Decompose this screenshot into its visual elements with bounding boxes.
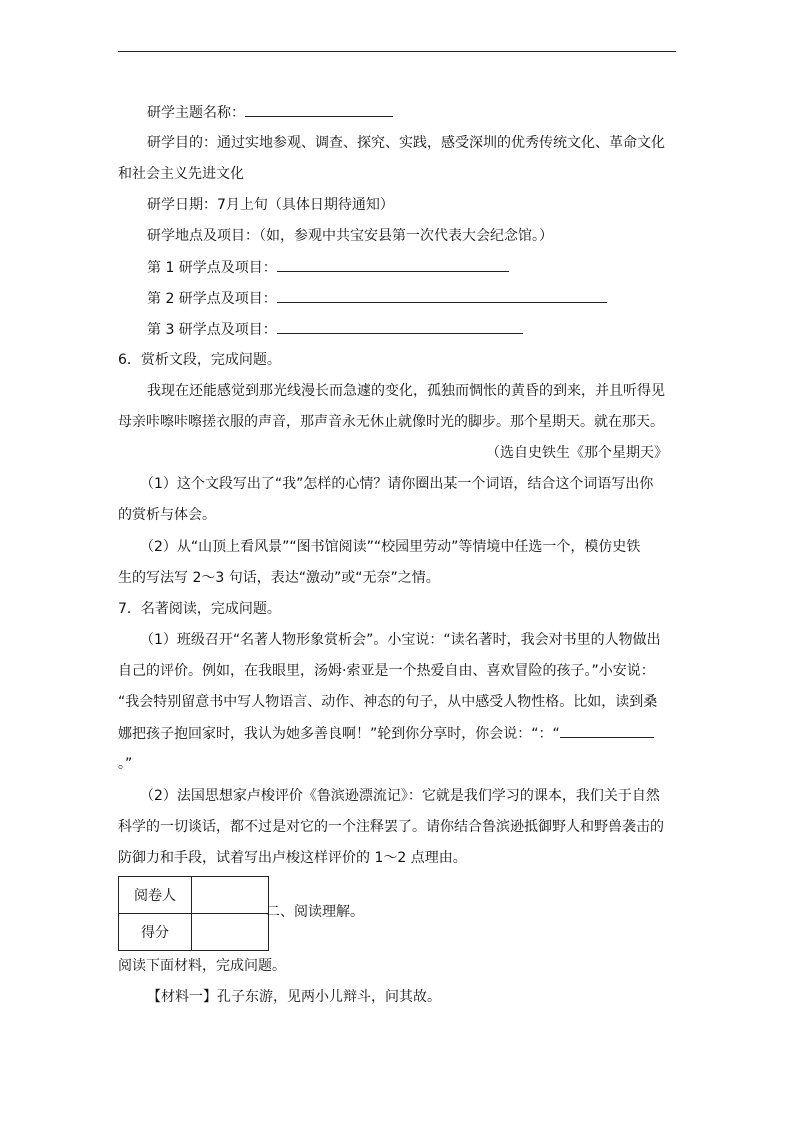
q6-sub1-line2: 的赏析与体会。 <box>118 507 216 523</box>
q7-sub1-line2: 自己的评价。例如，在我眼里，汤姆·索亚是一个热爱自由、喜欢冒险的孩子。”小安说： <box>118 663 655 679</box>
research-point1-label: 第 1 研学点及项目： <box>147 260 277 276</box>
q6-sub2-line1: （2）从“山顶上看风景”“图书馆阅读”“校园里劳动”等情境中任选一个，模仿史铁 <box>140 539 641 555</box>
score-row <box>119 914 269 951</box>
q7-sub1-answer-blank[interactable] <box>560 723 654 738</box>
reviewer-label: 阅卷人 <box>119 877 192 914</box>
reviewer-cell[interactable] <box>192 877 269 914</box>
header-rule <box>118 51 676 52</box>
research-purpose-line2: 和社会主义先进文化 <box>118 166 244 182</box>
q6-source: （选自史铁生《那个星期天》 <box>486 445 668 461</box>
research-point2-row <box>147 288 607 309</box>
section2-instruction: 阅读下面材料，完成问题。 <box>118 958 286 974</box>
q6-passage-line2: 母亲咔嚓咔嚓搓衣服的声音，那声音永无休止就像时光的脚步。那个星期天。就在那天。 <box>118 414 664 430</box>
score-table <box>118 876 269 951</box>
section2-title: 二、阅读理解。 <box>266 904 364 920</box>
research-point3-row <box>147 319 523 340</box>
research-theme-label: 研学主题名称： <box>147 105 245 121</box>
material1: 【材料一】孔子东游，见两小儿辩斗，问其故。 <box>147 989 441 1005</box>
q6-sub1-line1: （1）这个文段写出了“我”怎样的心情？请你圈出某一个词语，结合这个词语写出你 <box>140 476 654 492</box>
q7-sub1-line1: （1）班级召开“名著人物形象赏析会”。小宝说：“读名著时，我会对书里的人物做出 <box>140 632 661 648</box>
research-purpose-line1: 研学目的：通过实地参观、调查、探究、实践，感受深圳的优秀传统文化、革命文化 <box>147 135 665 151</box>
research-date: 研学日期：7月上旬（具体日期待通知） <box>147 197 394 213</box>
q6-passage-line1: 我现在还能感觉到那光线漫长而急遽的变化，孤独而惆怅的黄昏的到来，并且听得见 <box>147 383 665 399</box>
research-point1-row <box>147 257 509 278</box>
research-theme-blank[interactable] <box>245 102 393 117</box>
reviewer-row <box>119 877 269 914</box>
q7-title: 7．名著阅读，完成问题。 <box>118 601 281 617</box>
q7-sub2-line3: 防御力和手段，试着写出卢梭这样评价的 1～2 点理由。 <box>118 850 467 866</box>
research-point1-blank[interactable] <box>277 257 509 272</box>
score-cell[interactable] <box>192 914 269 951</box>
research-point2-blank[interactable] <box>277 288 607 303</box>
q7-sub2-line2: 科学的一切谈话，都不过是对它的一个注释罢了。请你结合鲁滨逊抵御野人和野兽袭击的 <box>118 819 664 835</box>
q6-title: 6．赏析文段，完成问题。 <box>118 352 281 368</box>
q7-sub1-line4: 娜把孩子抱回家时，我认为她多善良啊！”轮到你分享时，你会说：“：“ <box>118 726 560 742</box>
research-point3-blank[interactable] <box>277 319 523 334</box>
research-point2-label: 第 2 研学点及项目： <box>147 291 277 307</box>
score-label: 得分 <box>119 914 192 951</box>
q7-sub1-line5: 。” <box>118 756 133 772</box>
q6-sub2-line2: 生的写法写 2～3 句话，表达“激动”或“无奈”之情。 <box>118 570 440 586</box>
q7-sub1-line3: “我会特别留意书中写人物语言、动作、神态的句子，从中感受人物性格。比如，读到桑 <box>118 694 658 710</box>
q7-sub2-line1: （2）法国思想家卢梭评价《鲁滨逊漂流记》：它就是我们学习的课本，我们关于自然 <box>140 788 660 804</box>
q7-sub1-line4-row <box>118 723 654 744</box>
research-theme-row <box>147 102 393 123</box>
research-point3-label: 第 3 研学点及项目： <box>147 322 277 338</box>
research-location: 研学地点及项目：（如，参观中共宝安县第一次代表大会纪念馆。） <box>147 228 553 244</box>
